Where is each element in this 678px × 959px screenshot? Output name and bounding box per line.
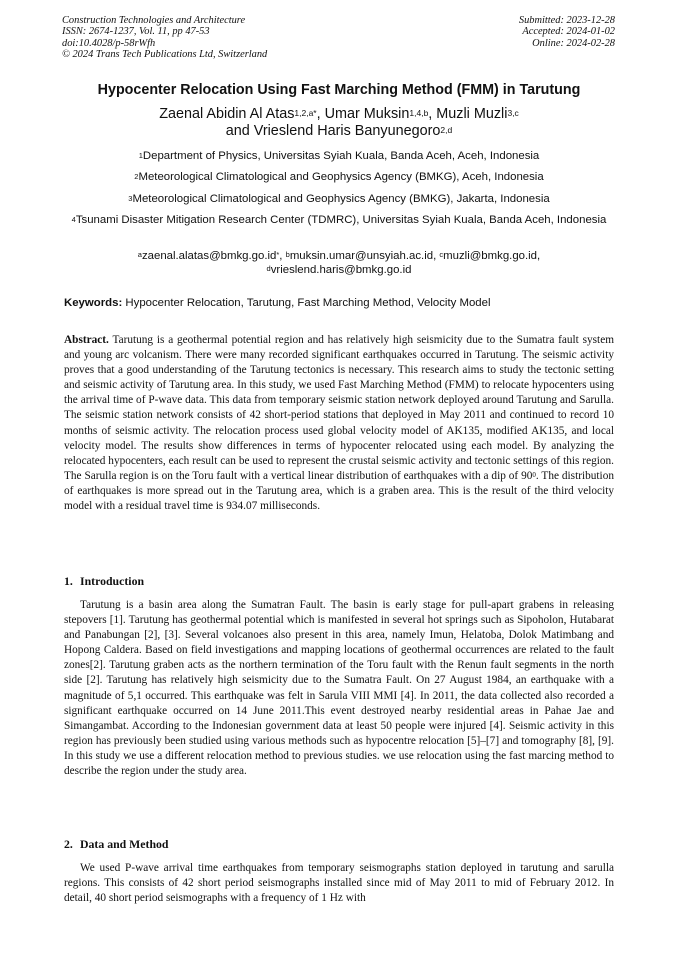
email-sup: a (137, 250, 142, 259)
email-sup: b (285, 250, 290, 259)
email-line-2 (55, 263, 623, 277)
copyright: © 2024 Trans Tech Publications Ltd, Switzerland (62, 48, 268, 60)
corresponding-mark: * (276, 250, 280, 259)
author-affil-sup: 1,4,b (409, 108, 429, 118)
author-separator: , (428, 106, 437, 122)
affiliation-text: Meteorological Climatological and Geophysics Agency (BMKG), Aceh, Indonesia (138, 171, 544, 184)
author-name: Zaenal Abidin Al Atas (159, 106, 295, 122)
affiliation (55, 150, 623, 163)
submitted-date: Submitted: 2023-12-28 (518, 15, 615, 26)
author-line-1 (40, 106, 638, 123)
affiliation-sup: 4 (71, 215, 76, 225)
affiliation-sup: 1 (138, 151, 143, 160)
email-line-1 (55, 249, 623, 263)
email-address[interactable]: muksin.umar@unsyiah.ac.id (289, 250, 434, 262)
email-address[interactable]: zaenal.alatas@bmkg.go.id (141, 250, 277, 262)
email-sup: d (266, 264, 271, 273)
affiliation-sup: 3 (128, 193, 133, 203)
keywords-label: Keywords: (64, 297, 123, 309)
section-number: 2. (64, 837, 73, 851)
section-heading-introduction (64, 574, 144, 589)
email-list (55, 249, 623, 277)
author-list (40, 106, 638, 140)
author-line-2 (40, 123, 638, 140)
introduction-paragraph: Tarutung is a basin area along the Sumatran Fault. The basin is early stage for pull-apart grabens in releasing stepovers [1]. Tarutung has geothermal potential which is manifested in several hot springs such as Sipoholon, Hutabarat and Panabungan [2], [3]. Several volcanoes also present in this area, namely Imun, Helatoba, Dolok Matimbang and Hopong Caldera. Based on field investigations and mapping locations of geothermal occurrences are related to the fault zones[2]. Tarutung graben acts as the northern termination of the Toru fault with the Renun fault segments in the north side [2]. Tarutung has relatively high seismicity due to the Sumatra Fault. On 27 August 1984, an earthquake with a magnitude of 5,1 occurred. This earthquake was felt in Sarula VIII MMI [4]. In 2011, the data collected also recorded a significant earthquake occurred on 14 June 2011.This event destroyed nearby residential areas in Pahae Jae and Simangambat. According to the Indonesian government data at least 50 people were injured [4]. Seismic activity in this region has previously been studied using various methods such as hypocentre relocation [5]–[7] and tomography [8], [9]. In this study we use a different relocation method to previous studies. we use relocation using the fast marcing method to describe the region under the study area. (64, 599, 614, 778)
section-title: Data and Method (80, 837, 169, 851)
journal-name: Construction Technologies and Architecture (62, 15, 246, 26)
affiliation-text: Department of Physics, Universitas Syiah Kuala, Banda Aceh, Aceh, Indonesia (142, 150, 540, 162)
degree-sup: 0 (532, 470, 536, 479)
affiliation-sup: 2 (134, 172, 139, 182)
author-separator: , (316, 106, 325, 122)
paper-title: Hypocenter Relocation Using Fast Marching Method (FMM) in Tarutung (97, 82, 581, 98)
author-name: Umar Muksin (324, 106, 410, 122)
email-separator: , (433, 250, 440, 262)
abstract-text-end: . The distribution of earthquakes is more spread out in the Tarutung area, which is a graben area. This is the result of the third velocity model with a residual travel time is 934.07 milliseconds. (64, 469, 614, 513)
email-separator: , (537, 250, 541, 262)
affiliation-list (55, 150, 623, 236)
email-address[interactable]: vrieslend.haris@bmkg.go.id (270, 264, 412, 276)
affiliation (55, 214, 623, 227)
author-affil-sup: 1,2,a* (294, 108, 317, 118)
affiliation (55, 171, 623, 184)
accepted-date: Accepted: 2024-01-02 (522, 26, 615, 38)
submission-dates (519, 15, 615, 49)
section-number: 1. (64, 574, 73, 588)
section-heading-data-method (64, 837, 168, 852)
affiliation-text: Tsunami Disaster Mitigation Research Center (TDMRC), Universitas Syiah Kuala, Banda Aceh, Indonesia (75, 214, 607, 227)
data-method-paragraph: We used P-wave arrival time earthquakes from temporary seismographs station deployed in tarutung and sarulla regions. This consists of 42 short period seismographs installed since mid of May 2011 to mid of February 2012. In detail, 40 short period seismographs with a frequency of 1 Hz with (64, 862, 614, 905)
affiliation (55, 193, 623, 206)
abstract-text: Tarutung is a geothermal potential region and has relatively high seismicity due to the Sumatra fault system and young arc volcanism. There were many recorded significant earthquakes occurred in Tarutung. The seismic activity proves that a good understanding of the Tarutung tectonics is necessary. This research aims to study the tectonic setting and seismic activity of Tarutung area. In this study, we used Fast Marching Method (FMM) to relocate hypocenters using the arrival time of P-wave data. This data from temporary seismic station network deployed around Tarutung and Sarulla. The seismic station network consists of 42 short-period stations that deployed in May 2011 and continued to record 10 months of seismic activity. The relocation process used global velocity model of AK135, modified AK135, and local velocity model. The results show differences in terms of hypocenter relocated using each model. By analyzing the relocated hypocenters, each result can be used to represent the crustal seismic activity and tectonic settings of this region. The Sarulla region is on the Toru fault with a vertical linear distribution of earthquakes with a dip of 90 (64, 334, 614, 482)
email-sup: c (439, 250, 444, 259)
abstract-label: Abstract. (64, 334, 109, 346)
online-date: Online: 2024-02-28 (532, 37, 615, 49)
email-address[interactable]: muzli@bmkg.go.id (443, 250, 538, 262)
section-title: Introduction (80, 574, 145, 588)
doi[interactable]: doi:10.4028/p-58rWfh (62, 37, 156, 49)
keywords (64, 297, 624, 309)
keywords-text: Hypocenter Relocation, Tarutung, Fast Marching Method, Velocity Model (122, 297, 491, 309)
issn-volume: ISSN: 2674-1237, Vol. 11, pp 47-53 (62, 26, 210, 38)
journal-info (62, 15, 267, 60)
email-separator: , (279, 250, 286, 262)
author-affil-sup: 2,d (440, 125, 453, 135)
author-name: and Vrieslend Haris Banyunegoro (225, 123, 441, 139)
author-affil-sup: 3,c (507, 108, 519, 118)
abstract (64, 333, 614, 514)
affiliation-text: Meteorological Climatological and Geophysics Agency (BMKG), Jakarta, Indonesia (132, 192, 550, 205)
author-name: Muzli Muzli (436, 106, 508, 122)
